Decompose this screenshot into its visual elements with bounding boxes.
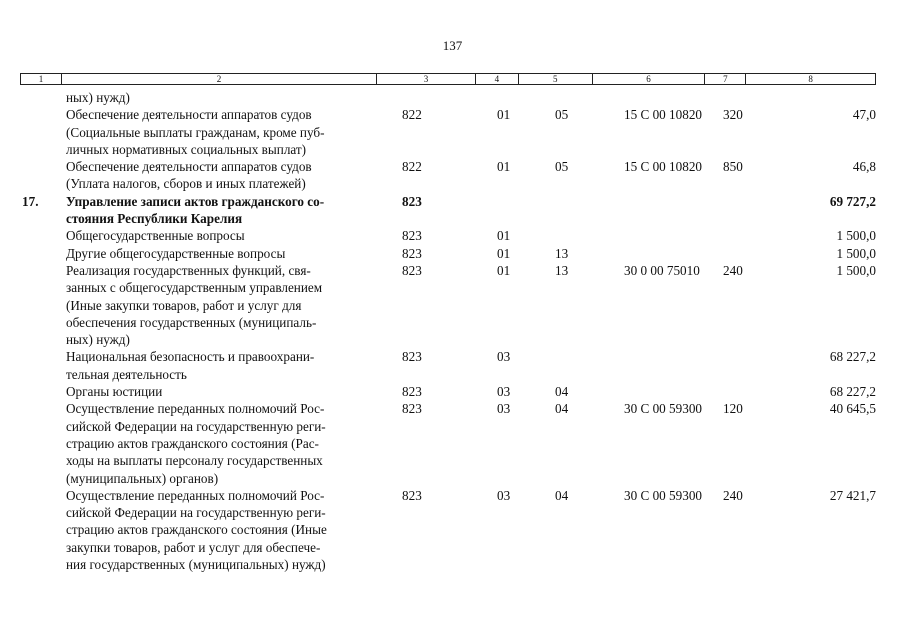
row-code [382, 89, 476, 106]
row-name-line: (Социальные выплаты гражданам, кроме пуб- [66, 124, 325, 140]
row-target: 30 С 00 59300 [624, 401, 703, 417]
row-expense-type: 320 [723, 107, 743, 123]
header-col-2: 2 [62, 74, 377, 84]
row-name-line: Обеспечение деятельности аппаратов судов [66, 159, 312, 175]
row-section: 03 [497, 401, 511, 417]
row-subsection: 13 [555, 262, 569, 278]
row-name-line: сийской Федерации на государственную реги- [66, 418, 326, 434]
row-number [20, 383, 66, 400]
row-subsection: 04 [555, 487, 569, 503]
row-number [20, 262, 66, 348]
row-name-line: Реализация государственных функций, свя- [66, 262, 311, 278]
row-code: 823 [402, 349, 422, 365]
table-body [20, 89, 876, 573]
row-expense-type: 850 [723, 159, 743, 175]
row-section [476, 89, 536, 106]
row-name-line: Национальная безопасность и правоохрани- [66, 349, 315, 365]
row-subsection [536, 193, 606, 228]
row-name-line: Управление записи актов гражданского со- [66, 193, 325, 209]
header-col-5: 5 [519, 74, 593, 84]
row-name-line: ных) нужд) [66, 90, 130, 105]
row-name-line: Другие общегосударственные вопросы [66, 245, 286, 261]
table-row [20, 383, 876, 400]
table-row [20, 348, 876, 383]
row-code: 823 [402, 262, 422, 278]
row-expense-type: 240 [723, 487, 743, 503]
row-section: 01 [497, 262, 511, 278]
table-row [20, 487, 876, 573]
row-subsection [536, 89, 606, 106]
row-name [66, 262, 382, 348]
row-subsection [536, 227, 606, 244]
row-code: 822 [402, 159, 422, 175]
row-number [20, 227, 66, 244]
row-name-line: ных) нужд) [66, 332, 130, 348]
header-col-3: 3 [377, 74, 476, 84]
row-amount [760, 89, 876, 106]
row-target: 15 С 00 10820 [624, 159, 703, 175]
row-number [20, 245, 66, 262]
row-target: 30 0 00 75010 [624, 262, 700, 278]
row-amount: 1 500,0 [836, 262, 876, 278]
row-subsection: 05 [555, 107, 569, 123]
row-code: 823 [402, 384, 422, 400]
table-row [20, 245, 876, 262]
row-name-line: личных нормативных социальных выплат) [66, 141, 307, 157]
row-code: 823 [402, 228, 422, 244]
row-name [66, 245, 382, 262]
row-number [20, 400, 66, 486]
row-amount: 40 645,5 [829, 401, 876, 417]
row-name-line: (муниципальных) органов) [66, 470, 219, 486]
row-expense-type [720, 89, 760, 106]
table-row [20, 89, 876, 106]
row-name-line: ходы на выплаты персоналу государственных [66, 453, 323, 469]
row-name-line: сийской Федерации на государственную реги- [66, 505, 326, 521]
row-section: 03 [497, 384, 511, 400]
row-amount: 69 727,2 [829, 193, 876, 209]
row-amount: 68 227,2 [829, 349, 876, 365]
row-expense-type [720, 193, 760, 228]
row-name [66, 89, 382, 106]
table-row [20, 400, 876, 486]
row-name-line: страцию актов гражданского состояния (Иные [66, 522, 327, 538]
row-target [606, 89, 720, 106]
table-row [20, 262, 876, 348]
row-name-line: Осуществление переданных полномочий Рос- [66, 487, 325, 503]
row-name [66, 487, 382, 573]
row-name-line: Общегосударственные вопросы [66, 228, 245, 244]
row-amount: 1 500,0 [836, 245, 876, 261]
row-expense-type: 120 [723, 401, 743, 417]
row-section: 03 [497, 487, 511, 503]
header-col-8: 8 [808, 74, 813, 84]
row-name-line: закупки товаров, работ и услуг для обеспече- [66, 539, 321, 555]
row-subsection: 05 [555, 159, 569, 175]
row-name-line: страцию актов гражданского состояния (Рас- [66, 435, 319, 451]
row-name-line: обеспечения государственных (муниципаль- [66, 314, 317, 330]
header-col-1: 1 [21, 74, 62, 84]
row-number [20, 348, 66, 383]
row-section: 01 [497, 228, 511, 244]
row-code: 822 [402, 107, 422, 123]
row-expense-type [720, 348, 760, 383]
row-target [606, 383, 720, 400]
row-name [66, 106, 382, 158]
row-name [66, 400, 382, 486]
row-name-line: (Уплата налогов, сборов и иных платежей) [66, 176, 306, 192]
row-number [20, 487, 66, 573]
row-subsection: 04 [555, 401, 569, 417]
row-target [606, 245, 720, 262]
table-row [20, 193, 876, 228]
row-amount: 1 500,0 [836, 228, 876, 244]
row-expense-type [720, 383, 760, 400]
table-header [20, 73, 876, 85]
row-target [606, 227, 720, 244]
row-target: 15 С 00 10820 [624, 107, 703, 123]
row-amount: 46,8 [852, 159, 876, 175]
row-amount: 68 227,2 [829, 384, 876, 400]
row-name [66, 158, 382, 193]
row-number [20, 106, 66, 158]
row-name-line: Осуществление переданных полномочий Рос- [66, 401, 325, 417]
table-row [20, 158, 876, 193]
table-row [20, 227, 876, 244]
header-col-4: 4 [476, 74, 519, 84]
row-name-line: тельная деятельность [66, 366, 187, 382]
row-section [476, 193, 536, 228]
row-name [66, 383, 382, 400]
row-section: 01 [497, 107, 511, 123]
row-section: 01 [497, 245, 511, 261]
row-subsection: 04 [555, 384, 569, 400]
row-code: 823 [402, 193, 422, 209]
row-name [66, 348, 382, 383]
row-code: 823 [402, 401, 422, 417]
row-expense-type [720, 245, 760, 262]
row-name-line: Органы юстиции [66, 384, 163, 400]
header-col-6: 6 [593, 74, 706, 84]
row-target [606, 348, 720, 383]
row-subsection: 13 [555, 245, 569, 261]
row-code: 823 [402, 245, 422, 261]
row-amount: 27 421,7 [829, 487, 876, 503]
row-section: 03 [497, 349, 511, 365]
table-row [20, 106, 876, 158]
row-expense-type: 240 [723, 262, 743, 278]
row-number [20, 158, 66, 193]
row-number: 17. [22, 193, 39, 209]
row-amount: 47,0 [852, 107, 876, 123]
row-name [66, 193, 382, 228]
row-expense-type [720, 227, 760, 244]
row-name [66, 227, 382, 244]
row-name-line: (Иные закупки товаров, работ и услуг для [66, 297, 302, 313]
row-name-line: Обеспечение деятельности аппаратов судов [66, 107, 312, 123]
header-col-7: 7 [705, 74, 746, 84]
row-subsection [536, 348, 606, 383]
row-name-line: ния государственных (муниципальных) нужд) [66, 557, 326, 573]
row-target [606, 193, 720, 228]
row-name-line: стояния Республики Карелия [66, 211, 243, 227]
row-number [20, 89, 66, 106]
page-number: 137 [442, 38, 463, 53]
row-name-line: занных с общегосударственным управлением [66, 280, 323, 296]
row-section: 01 [497, 159, 511, 175]
row-target: 30 С 00 59300 [624, 487, 703, 503]
row-code: 823 [402, 487, 422, 503]
